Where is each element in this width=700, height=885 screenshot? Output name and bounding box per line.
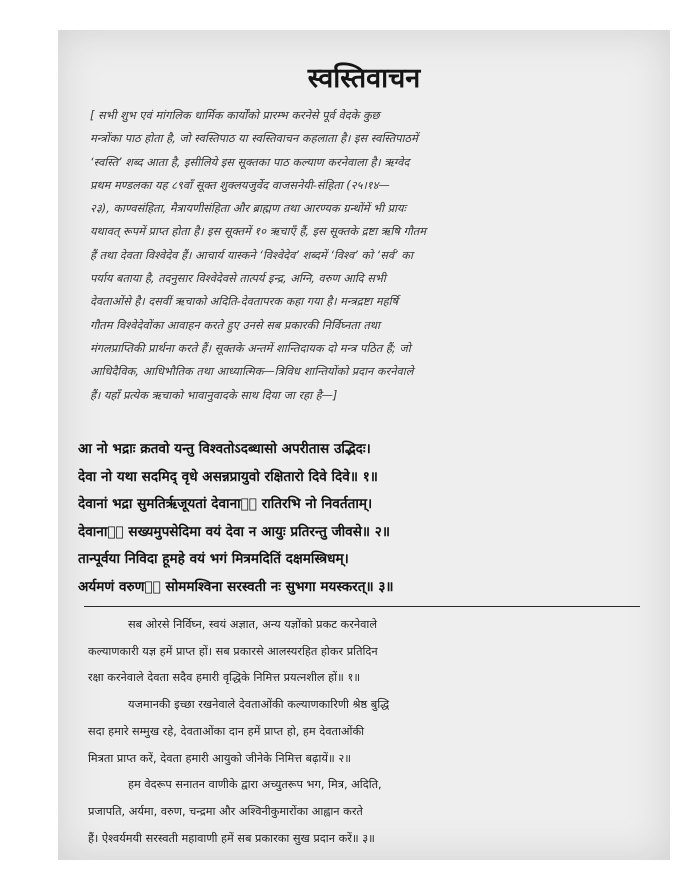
intro-line: [ सभी शुभ एवं मांगलिक धार्मिक कार्योंको प्रारम्भ करनेसे पूर्व वेदके कुछ [90, 109, 380, 122]
mantra-line: तान्पूर्वया निविदा हूमहे वयं भगं मित्रमदितिं दक्षमस्त्रिधम्। [78, 551, 349, 568]
intro-line: हैं तथा देवता विश्वेदेव हैं। आचार्य यास्कने ‘विश्वेदेव’ शब्दमें ‘विश्व’ को ‘सर्व’ का [90, 248, 413, 262]
intro-line: पर्याय बताया है, तदनुसार विश्वेदेवसे तात्पर्य इन्द्र, अग्नि, वरुण आदि सभी [90, 272, 386, 286]
translation-line: कल्याणकारी यज्ञ हमें प्राप्त हों। सब प्रकारसे आलस्यरहित होकर प्रतिदिन [88, 644, 378, 658]
mantra-line: देवानाᳬं सख्यमुपसेदिमा वयं देवा न आयुः प्रतिरन्तु जीवसे॥ २॥ [78, 523, 391, 540]
intro-line: २३), काण्वसंहिता, मैत्रायणीसंहिता और ब्राह्मण तथा आरण्यक ग्रन्थोंमें भी प्रायः [90, 202, 406, 216]
intro-line: ‘स्वस्ति’ शब्द आता है, इसीलिये इस सूक्तका पाठ कल्याण करनेवाला है। ऋग्वेद [90, 155, 410, 169]
intro-line: मंगलप्राप्तिकी प्रार्थना करते हैं। सूक्तके अन्तमें शान्तिदायक दो मन्त्र पठित हैं; जो [90, 341, 411, 355]
mantra-line: देवानां भद्रा सुमतिर्ऋजूयतां देवानाᳬं रातिरभि नो निवर्तताम्। [78, 496, 373, 513]
translation-line: हम वेदरूप सनातन वाणीके द्वारा अच्युतरूप भग, मित्र, अदिति, [128, 778, 382, 792]
intro-line: गौतम विश्वेदेवोंका आवाहन करते हुए उनसे सब प्रकारकी निर्विघ्नता तथा [90, 318, 380, 332]
section-divider [84, 606, 640, 607]
intro-line: आधिदैविक, आधिभौतिक तथा आध्यात्मिक—त्रिविध शान्तियोंको प्रदान करनेवाले [90, 365, 414, 379]
translation-line: सब ओरसे निर्विघ्न, स्वयं अज्ञात, अन्य यज्ञोंको प्रकट करनेवाले [128, 618, 377, 631]
mantra-line: देवा नो यथा सदमिद् वृधे असन्नप्रायुवो रक्षितारो दिवे दिवे॥ १॥ [78, 468, 378, 485]
translation-block [88, 612, 648, 852]
intro-line: हैं। यहाँ प्रत्येक ऋचाको भावानुवादके साथ दिया जा रहा है—] [90, 388, 338, 402]
intro-line: मन्त्रोंका पाठ होता है, जो स्वस्तिपाठ या स्वस्तिवाचन कहलाता है। इस स्वस्तिपाठमें [90, 132, 418, 146]
translation-line: प्रजापति, अर्यमा, वरुण, चन्द्रमा और अश्विनीकुमारोंका आह्वान करते [88, 804, 363, 818]
intro-line: प्रथम मण्डलका यह ८९वाँ सूक्त शुक्लयजुर्वेद वाजसनेयी-संहिता (२५।१४— [90, 178, 390, 192]
translation-line: यजमानकी इच्छा रखनेवाले देवताओंकी कल्याणकारिणी श्रेष्ठ बुद्धि [128, 698, 390, 712]
mantra-line: अर्यमणं वरुणᳬं सोममश्विना सरस्वती नः सुभगा मयस्करत्॥ ३॥ [78, 578, 394, 595]
mantra-line: आ नो भद्राः क्रतवो यन्तु विश्वतोऽदब्धासो अपरीतास उद्भिदः। [78, 441, 371, 457]
translation-line: सदा हमारे सम्मुख रहे, देवताओंका दान हमें प्राप्त हो, हम देवताओंकी [88, 724, 365, 738]
translation-line: हैं। ऐश्वर्यमयी सरस्वती महावाणी हमें सब प्रकारका सुख प्रदान करें॥ ३॥ [88, 831, 375, 845]
translation-line: मित्रता प्राप्त करें, देवता हमारी आयुको जीनेके निमित्त बढ़ायें॥ २॥ [88, 751, 351, 765]
book-page [58, 30, 670, 860]
intro-line: यथावत् रूपमें प्राप्त होता है। इस सूक्तमें १० ऋचाएँ हैं, इस सूक्तके द्रष्टा ऋषि गौतम [90, 225, 426, 239]
mantra-block [78, 436, 653, 602]
intro-line: देवताओंसे है। दसवीं ऋचाको अदिति-देवतापरक कहा गया है। मन्त्रद्रष्टा महर्षि [90, 295, 399, 309]
intro-paragraph [90, 104, 648, 407]
page-title: स्वस्तिवाचन [307, 63, 421, 94]
translation-line: रक्षा करनेवाले देवता सदैव हमारी वृद्धिके निमित्त प्रयत्नशील हों॥ १॥ [88, 671, 361, 685]
